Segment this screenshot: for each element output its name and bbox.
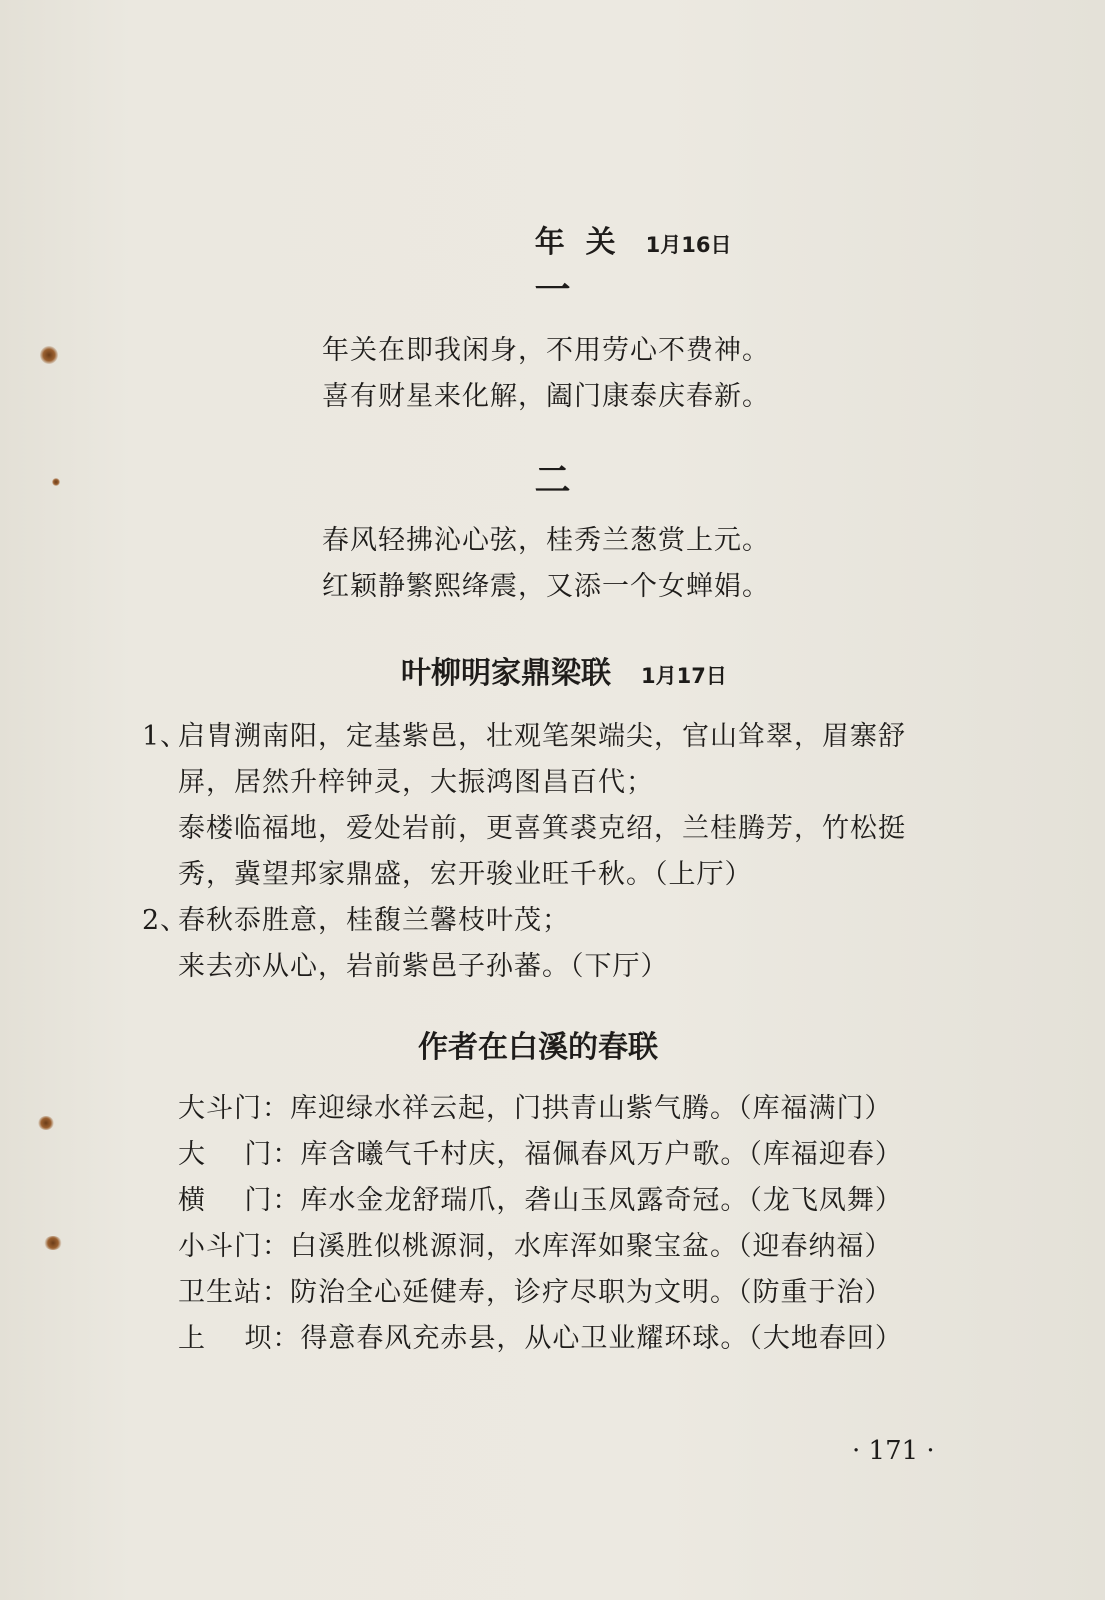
couplet-line: 屏，居然升梓钟灵，大振鸿图昌百代； bbox=[178, 767, 654, 798]
section-title-couplet bbox=[401, 648, 727, 692]
couplet-line: 来去亦从心，岩前紫邑子孙蕃。（下厅） bbox=[178, 951, 669, 982]
list-marker: 1、 bbox=[142, 721, 189, 752]
couplet-line: 启胄溯南阳，定基紫邑，壮观笔架端尖，官山耸翠，眉寨舒 bbox=[178, 721, 906, 752]
poem-line: 春风轻拂沁心弦，桂秀兰葱赏上元。 bbox=[322, 525, 770, 556]
list-marker: 2、 bbox=[142, 905, 189, 936]
section-title-text: 叶柳明家鼎梁联 bbox=[401, 656, 611, 691]
section-title-spring-couplets: 作者在白溪的春联 bbox=[418, 1030, 658, 1065]
poem-number: 二 bbox=[534, 460, 571, 501]
binding-hole bbox=[44, 1236, 62, 1250]
section-date: 1月17日 bbox=[641, 664, 727, 688]
section-title-text: 年 关 bbox=[534, 225, 616, 260]
poem-line: 年关在即我闲身，不用劳心不费神。 bbox=[322, 335, 770, 366]
poem-line: 喜有财星来化解，阖门康泰庆春新。 bbox=[322, 381, 770, 412]
spring-couplet-line: 大斗门：库迎绿水祥云起，门拱青山紫气腾。（库福满门） bbox=[178, 1093, 893, 1124]
couplet-line: 秀，冀望邦家鼎盛，宏开骏业旺千秋。（上厅） bbox=[178, 859, 753, 890]
section-date: 1月16日 bbox=[645, 233, 732, 257]
binding-hole bbox=[38, 1116, 54, 1130]
spring-couplet-line: 横 门：库水金龙舒瑞爪，砻山玉凤露奇冠。（龙飞凤舞） bbox=[178, 1185, 903, 1216]
page-number: · 171 · bbox=[852, 1436, 935, 1466]
couplet-line: 春秋忝胜意，桂馥兰馨枝叶茂； bbox=[178, 905, 570, 936]
spring-couplet-line: 小斗门：白溪胜似桃源洞，水库浑如聚宝盆。（迎春纳福） bbox=[178, 1231, 893, 1262]
spring-couplet-line: 上 坝：得意春风充赤县，从心卫业耀环球。（大地春回） bbox=[178, 1323, 903, 1354]
spring-couplet-line: 卫生站：防治全心延健寿，诊疗尽职为文明。（防重于治） bbox=[178, 1277, 893, 1308]
couplet-line: 泰楼临福地，爱处岩前，更喜箕裘克绍，兰桂腾芳，竹松挺 bbox=[178, 813, 906, 844]
poem-number: 一 bbox=[534, 270, 571, 311]
spring-couplet-line: 大 门：库含曦气千村庆，福佩春风万户歌。（库福迎春） bbox=[178, 1139, 903, 1170]
binding-hole bbox=[40, 346, 58, 364]
poem-line: 红颖静繁熙绛震，又添一个女蝉娟。 bbox=[322, 571, 770, 602]
